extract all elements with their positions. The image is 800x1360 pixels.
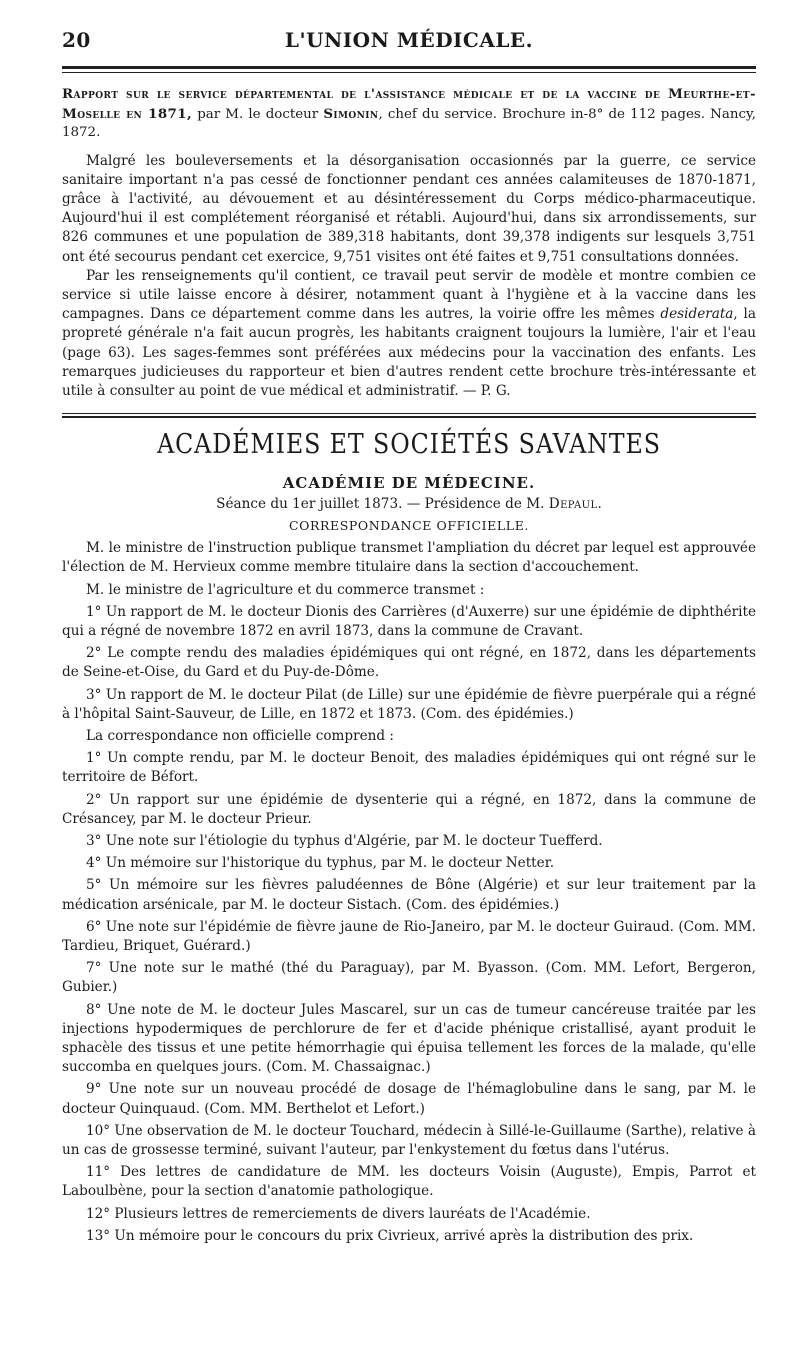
seance-president: Depaul: [548, 496, 598, 513]
section-rule-thick: [62, 416, 756, 418]
review-title: Rapport sur le service départemental de l'assistance médicale et de la vaccine de Meurthe-et-Moselle en 1871,: [62, 86, 756, 122]
list-item: 2° Un rapport sur une épidémie de dysenterie qui a régné, en 1872, dans la commune de Crésancey, par M. le docteur Prieur.: [62, 791, 756, 827]
list-item: 6° Une note sur l'épidémie de fièvre jaune de Rio-Janeiro, par M. le docteur Guiraud. (Com. MM. Tardieu, Briquet, Guérard.): [62, 918, 756, 954]
list-item: 3° Une note sur l'étiologie du typhus d'Algérie, par M. le docteur Tuefferd.: [86, 832, 603, 849]
review-title-suffix: , chef du service. Brochure in-8° de 112 pages. Nancy, 1872.: [62, 106, 756, 140]
correspondance-heading: CORRESPONDANCE OFFICIELLE.: [288, 518, 530, 534]
list-item: 1° Un rapport de M. le docteur Dionis des Carrières (d'Auxerre) sur une épidémie de diphthérite qui a régné de novembre 1872 en avril 1873, dans la commune de Cravant.: [62, 603, 756, 639]
list-item: 12° Plusieurs lettres de remerciements de divers lauréats de l'Académie.: [86, 1205, 591, 1222]
unofficial-correspondence: [62, 749, 756, 1246]
page-header: [62, 24, 756, 54]
review-title-by: par M. le docteur: [197, 106, 319, 122]
list-item: 8° Une note de M. le docteur Jules Mascarel, sur un cas de tumeur cancéreuse traitée par les injections hypodermiques de perchlorure de fer et d'acide phénique cristallisé, ayant produit le sphacèle des tissus et une petite hémorrhagie qui épuisa tellement les forces de la malade, qu'elle succomba en quelques jours. (Com. M. Chassaignac.): [62, 1001, 756, 1076]
list-item: M. le ministre de l'agriculture et du commerce transmet :: [86, 581, 485, 598]
list-item: 4° Un mémoire sur l'historique du typhus, par M. le docteur Netter.: [86, 855, 555, 872]
review-heading: [62, 85, 756, 143]
list-item: 3° Un rapport de M. le docteur Pilat (de Lille) sur une épidémie de fièvre puerpérale qui a régné à l'hôpital Saint-Sauveur, de Lille, en 1872 et 1873. (Com. des épidémies.): [62, 686, 756, 722]
section-rule: [62, 413, 756, 414]
review-paragraph-2-a: Par les renseignements qu'il contient, ce travail peut servir de modèle et montre combien ce service si utile laisse encore à désirer, notamment quant à l'hygiène et à la vaccine dans les campagnes. Dans ce département comme dans les autres, la voirie offre les mêmes: [62, 267, 756, 323]
list-item: 2° Le compte rendu des maladies épidémiques qui ont régné, en 1872, dans les départements de Seine-et-Oise, du Gard et du Puy-de-Dôme.: [62, 645, 756, 681]
list-item: 9° Une note sur un nouveau procédé de dosage de l'hémaglobuline dans le sang, par M. le docteur Quinquaud. (Com. MM. Berthelot et Lefort.): [62, 1081, 756, 1117]
journal-page: [62, 24, 756, 1246]
list-item: 13° Un mémoire pour le concours du prix Civrieux, arrivé après la distribution des prix.: [86, 1227, 694, 1244]
list-item: 1° Un compte rendu, par M. le docteur Benoit, des maladies épidémiques qui ont régné sur le territoire de Béfort.: [62, 750, 756, 786]
seance-date: Séance du 1er juillet 1873. — Présidence de M.: [216, 496, 545, 513]
review-paragraph-2: [62, 267, 756, 401]
list-item: 5° Un mémoire sur les fièvres paludéennes de Bône (Algérie) et sur leur traitement par la médication arsénicale, par M. le docteur Sistach. (Com. des épidémies.): [62, 877, 756, 913]
list-item: M. le ministre de l'instruction publique transmet l'ampliation du décret par lequel est approuvée l'élection de M. Hervieux comme membre titulaire dans la section d'accouchement.: [62, 540, 756, 576]
list-item: 10° Une observation de M. le docteur Touchard, médecin à Sillé-le-Guillaume (Sarthe), relative à un cas de grossesse terminé, suivant l'auteur, par l'enkystement du fœtus dans l'utérus.: [62, 1122, 756, 1159]
review-paragraph-1: Malgré les bouleversements et la désorganisation occasionnés par la guerre, ce service sanitaire important n'a pas cessé de fonctionner pendant ces années calamiteuses de 1870-1871, grâce à l'activité, au dévouement et au désintéressement du Corps médico-pharmaceutique. Aujourd'hui il est complétement réorganisé et rétabli. Aujourd'hui, dans six arrondissements, sur 826 communes et une population de 389,318 habitants, dont 39,378 indigents sur lesquels 3,751 ont été secourus pendant cet exercice, 9,751 visites ont été faites et 9,751 consultations données.: [62, 152, 756, 265]
header-rule-thin: [62, 72, 756, 73]
unofficial-intro: La correspondance non officielle comprend :: [86, 727, 395, 744]
seance-suffix: .: [597, 496, 602, 513]
page-number: 20: [62, 28, 91, 52]
header-rule: [62, 66, 756, 69]
seance-line: [62, 496, 756, 512]
list-item: 11° Des lettres de candidature de MM. les docteurs Voisin (Auguste), Empis, Parrot et Laboulbène, pour la section d'anatomie pathologique.: [62, 1164, 756, 1200]
running-title: L'UNION MÉDICALE.: [284, 28, 534, 52]
review-author: Simonin: [323, 105, 379, 122]
section-title: ACADÉMIES ET SOCIÉTÉS SAVANTES: [157, 429, 661, 461]
academy-heading: ACADÉMIE DE MÉDECINE.: [282, 474, 536, 493]
review-paragraph-2-italic: desiderata: [660, 306, 734, 323]
list-item: 7° Une note sur le mathé (thé du Paraguay), par M. Byasson. (Com. MM. Lefort, Bergeron, Gubier.): [62, 960, 756, 996]
official-correspondence: [62, 539, 756, 746]
review-paragraph-2-b: , la propreté générale n'a fait aucun progrès, les habitants craignent toujours la lumière, l'air et l'eau (page 63). Les sages-femmes sont préférées aux médecins pour la vaccination des enfants. Les remarques judicieuses du rapporteur et bien d'autres rendent cette brochure très-intéressante et utile à consulter au point de vue médical et administratif. — P. G.: [62, 306, 756, 399]
